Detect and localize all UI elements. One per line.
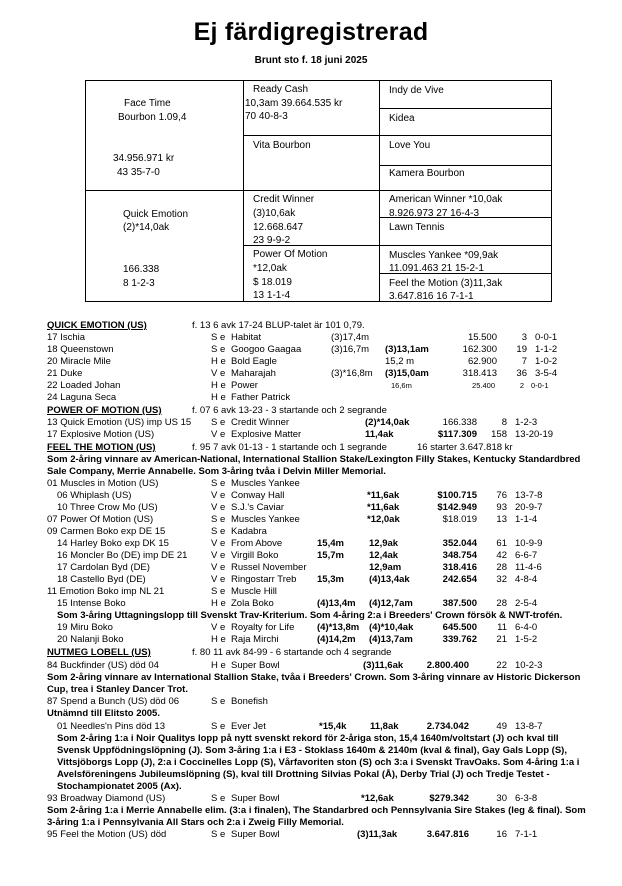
placings: 0-0-1 <box>531 381 549 390</box>
section-info: f. 13 6 avk 17-24 BLUP-talet är 101 0,79. <box>192 320 365 331</box>
sex: V e <box>211 368 226 379</box>
sex: V e <box>211 562 226 573</box>
sire: Super Bowl <box>231 829 280 840</box>
horse-name: 22 Loaded Johan <box>47 380 121 391</box>
section-header: FEEL THE MOTION (US) <box>47 442 156 453</box>
dam-name: Quick Emotion <box>123 209 189 220</box>
sire: Super Bowl <box>231 793 280 804</box>
record-2: (4)13,7am <box>369 634 413 645</box>
horse-name: 21 Duke <box>47 368 83 379</box>
earnings: $117.309 <box>437 429 477 440</box>
earnings: 166.338 <box>442 417 477 428</box>
section-info: f. 07 6 avk 13-23 - 3 startande och 2 segrande <box>192 405 387 416</box>
starts: 21 <box>496 634 507 645</box>
dam-dam-earnings: $ 18.019 <box>253 277 292 288</box>
sex: H e <box>211 356 226 367</box>
starts: 32 <box>496 574 507 585</box>
record-2: (3)13,1am <box>385 344 429 355</box>
sire: Bold Eagle <box>231 356 277 367</box>
dam-sire-earnings: 12.668.647 <box>253 222 304 233</box>
record-1: 15,3m <box>317 574 344 585</box>
placings: 6-6-7 <box>515 550 538 561</box>
placings: 6-4-0 <box>515 622 538 633</box>
broadway-note: Som 2-åring 1:a i Merrie Annabelle elim. (3:a i finalen), The Standarbred och Pennsylvania Sire Stakes (leg & final). Som 3-åring 1:a i Pennsylvania All Stars och 2:a i Zweig Filly Memorial. <box>47 805 586 828</box>
earnings: 2.734.042 <box>426 721 469 732</box>
sire-record: 43 35-7-0 <box>117 167 160 178</box>
sire: S.J.'s Caviar <box>231 502 285 513</box>
sire: Muscles Yankee <box>231 514 300 525</box>
sex: V e <box>211 490 226 501</box>
sire-sire-name: Ready Cash <box>253 84 309 95</box>
sex: S e <box>211 478 226 489</box>
dam-dam-name: Power Of Motion <box>253 249 328 260</box>
record-2: (4)*10,4ak <box>369 622 414 633</box>
sire: Kadabra <box>231 526 267 537</box>
earnings: 62.900 <box>467 356 497 367</box>
record-1: (3)*16,8m <box>331 368 373 379</box>
record-1: 15,7m <box>317 550 344 561</box>
sire: From Above <box>231 538 283 549</box>
sex: V e <box>211 502 226 513</box>
record-2: (3)15,0am <box>385 368 429 379</box>
placings: 1-5-2 <box>515 634 538 645</box>
record-2: *11,6ak <box>367 490 400 501</box>
horse-name: 84 Buckfinder (US) död 04 <box>47 660 159 671</box>
page-subtitle: Brunt sto f. 18 juni 2025 <box>254 55 368 66</box>
sex: S e <box>211 721 226 732</box>
record-2: 12,9ak <box>369 538 399 549</box>
starts: 36 <box>516 368 527 379</box>
sd-dam: Kamera Bourbon <box>389 168 465 179</box>
placings: 11-4-6 <box>515 562 542 573</box>
record-2: (2)*14,0ak <box>365 417 410 428</box>
horse-name: 17 Ischia <box>47 332 86 343</box>
horse-name: 15 Intense Boko <box>57 598 126 609</box>
sex: S e <box>211 793 226 804</box>
earnings: 318.416 <box>442 562 477 573</box>
placings: 1-2-3 <box>515 417 538 428</box>
horse-name: 95 Feel the Motion (US) död <box>47 829 167 840</box>
dam-sire-time: (3)10,6ak <box>253 208 296 219</box>
sex: S e <box>211 417 226 428</box>
placings: 7-1-1 <box>515 829 538 840</box>
sex: V e <box>211 550 226 561</box>
sex: S e <box>211 586 226 597</box>
sire: Royalty for Life <box>231 622 295 633</box>
starts: 42 <box>496 550 507 561</box>
section-info: f. 95 7 avk 01-13 - 1 startande och 1 segrande <box>192 442 387 453</box>
record-2: *12,0ak <box>367 514 400 525</box>
ds-sire-line: 8.926.973 27 16-4-3 <box>389 208 480 219</box>
horse-name: 18 Castello Byd (DE) <box>57 574 146 585</box>
earnings: 242.654 <box>442 574 477 585</box>
starts: 30 <box>496 793 507 804</box>
spend-note: Utnämnd till Elitsto 2005. <box>47 708 160 719</box>
placings: 20-9-7 <box>515 502 543 513</box>
dd-sire-name: Muscles Yankee *09,9ak <box>389 250 499 261</box>
sex: V e <box>211 622 226 633</box>
earnings: 25.400 <box>472 381 495 390</box>
record-2: (3)11,6ak <box>363 660 404 671</box>
sire-dam-name: Vita Bourbon <box>253 140 311 151</box>
earnings: 15.500 <box>467 332 497 343</box>
earnings: $18.019 <box>442 514 477 525</box>
horse-name: 20 Miracle Mile <box>47 356 111 367</box>
placings: 10-9-9 <box>515 538 543 549</box>
buckfinder-note: Som 2-åring vinnare av International Stallion Stake, tvåa i Breeders' Crown. Som 3-åring vinnare av Historic Dickerson Cup, trea i Stanley Dancer Trot. <box>47 672 581 695</box>
sire: Googoo Gaagaa <box>231 344 302 355</box>
sire-sire-line2: 70 40-8-3 <box>245 111 288 122</box>
sex: H e <box>211 634 226 645</box>
horse-name: 13 Quick Emotion (US) imp US 15 <box>47 417 192 428</box>
record-2: 11,4ak <box>365 429 394 440</box>
ss-dam: Kidea <box>389 113 415 124</box>
page-title: Ej färdigregistrerad <box>193 18 429 46</box>
sex: S e <box>211 829 226 840</box>
horse-name: 14 Harley Boko exp DK 15 <box>57 538 169 549</box>
horse-name: 87 Spend a Bunch (US) död 06 <box>47 696 180 707</box>
starts: 49 <box>496 721 507 732</box>
record-2: 12,9am <box>369 562 402 573</box>
sex: S e <box>211 332 226 343</box>
horse-name: 18 Queenstown <box>47 344 114 355</box>
earnings: 162.300 <box>462 344 497 355</box>
placings: 13-8-7 <box>515 721 543 732</box>
ss-sire: Indy de Vive <box>389 85 444 96</box>
record-2: (3)11,3ak <box>357 829 398 840</box>
earnings: 348.754 <box>442 550 477 561</box>
horse-name: 09 Carmen Boko exp DE 15 <box>47 526 166 537</box>
horse-name: 11 Emotion Boko imp NL 21 <box>47 586 165 597</box>
record-1: (4)*13,8m <box>317 622 360 633</box>
starts: 19 <box>516 344 527 355</box>
horse-name: 06 Whiplash (US) <box>57 490 132 501</box>
starts: 61 <box>496 538 507 549</box>
record-1: (3)17,4m <box>331 332 370 343</box>
placings: 13-7-8 <box>515 490 543 501</box>
earnings: $100.715 <box>437 490 477 501</box>
record-2: 15,2 m <box>385 356 415 367</box>
sire: Super Bowl <box>231 660 280 671</box>
feel-note: Som 2-åring vinnare av American-National, International Stallion Stake/Lexington Filly Stakes, Kentucky Standardbred Sale Company, Merrie Annabelle. Som 3-åring tvåa i Delvin Miller Memorial. <box>47 454 581 477</box>
horse-name: 20 Nalanji Boko <box>57 634 124 645</box>
sire-name: Face Time <box>124 98 171 109</box>
sd-sire: Love You <box>389 140 431 151</box>
record-1: *15,4k <box>319 721 347 732</box>
placings: 2-5-4 <box>515 598 538 609</box>
dam-sire-record: 23 9-9-2 <box>253 235 291 246</box>
sire-earnings: 34.956.971 kr <box>113 153 175 164</box>
horse-name: 16 Moncler Bo (DE) imp DE 21 <box>57 550 188 561</box>
sex: H e <box>211 598 226 609</box>
dd-dam-line: 3.647.816 16 7-1-1 <box>389 291 474 302</box>
earnings: 645.500 <box>442 622 477 633</box>
dam-dam-record: 13 1-1-4 <box>253 290 291 301</box>
starts: 16 <box>496 829 507 840</box>
sire: Credit Winner <box>231 417 290 428</box>
dd-dam-name: Feel the Motion (3)11,3ak <box>389 278 503 289</box>
sire: Power <box>231 380 258 391</box>
section-header: QUICK EMOTION (US) <box>47 320 147 331</box>
record-2: (4)12,7am <box>369 598 413 609</box>
intense-note: Som 3-åring Uttagningslopp till Svenskt Trav-Kriterium. Som 4-åring 2:a i Breeders' Crown försök & NWT-trofén. <box>57 610 563 621</box>
horse-name: 93 Broadway Diamond (US) <box>47 793 166 804</box>
needles-note: Som 2-åring 1:a i Noir Qualitys lopp på nytt svenskt rekord för 2-åriga ston, 15,4 1640m/voltstart (J) och kval till Svensk Uppfödningslöpning (J). Som 3-åring 1:a i E3 - Stoklass 1640m & 2140m (kval & final), Gay Gals Lopp (S), Vittsjöborgs Lopp (J), 2:a i Coccinelles Lopp (S), Vårfavoriten ston (S) och 3:a i Svenskt TravOaks. Som 4-åring 1:a i Avelsföreningens Jubileumslöpning (S), kval till Drottning Silvias Pokal (Å), Derby Trial (J) och Tredje Testet - Stochampionatet 2005 (Ax). <box>57 733 580 792</box>
earnings: $142.949 <box>437 502 477 513</box>
sire: Raja Mirchi <box>231 634 279 645</box>
record-1: 15,4m <box>317 538 344 549</box>
section-header: POWER OF MOTION (US) <box>47 405 162 416</box>
sex: S e <box>211 344 226 355</box>
starts: 11 <box>497 622 507 633</box>
sire: Ever Jet <box>231 721 266 732</box>
section-header: NUTMEG LOBELL (US) <box>47 647 151 658</box>
earnings: 352.044 <box>442 538 477 549</box>
horse-name: 10 Three Crow Mo (US) <box>57 502 158 513</box>
sex: H e <box>211 380 226 391</box>
dam-dam-time: *12,0ak <box>253 263 287 274</box>
starts: 158 <box>491 429 507 440</box>
record-1: (3)16,7m <box>331 344 370 355</box>
sire: Russel November <box>231 562 307 573</box>
sire: Virgill Boko <box>231 550 279 561</box>
record-2: (4)13,4ak <box>369 574 410 585</box>
placings: 1-0-2 <box>535 356 558 367</box>
sex: V e <box>211 574 226 585</box>
sire: Muscle Hill <box>231 586 277 597</box>
horse-name: 17 Cardolan Byd (DE) <box>57 562 150 573</box>
horse-name: 01 Muscles in Motion (US) <box>47 478 159 489</box>
section-info: f. 80 11 avk 84-99 - 6 startande och 4 segrande <box>192 647 392 658</box>
dam-sire-name: Credit Winner <box>253 194 315 205</box>
earnings: 2.800.400 <box>426 660 469 671</box>
placings: 1-1-2 <box>535 344 558 355</box>
starts: 13 <box>496 514 507 525</box>
starts: 76 <box>496 490 507 501</box>
placings: 4-8-4 <box>515 574 538 585</box>
dam-earnings: 166.338 <box>123 264 160 275</box>
earnings: 339.762 <box>442 634 477 645</box>
sex: H e <box>211 392 226 403</box>
placings: 1-1-4 <box>515 514 538 525</box>
sire-sire-line1: 10,3am 39.664.535 kr <box>245 98 343 109</box>
sire: Maharajah <box>231 368 276 379</box>
record-2: *11,6ak <box>367 502 400 513</box>
horse-name: 24 Laguna Seca <box>47 392 117 403</box>
sex: V e <box>211 429 226 440</box>
record-2: 11,8ak <box>370 721 399 732</box>
record-2: *12,6ak <box>361 793 394 804</box>
record-2: 12,4ak <box>369 550 399 561</box>
sire-name-cont: Bourbon 1.09,4 <box>118 112 187 123</box>
sire: Habitat <box>231 332 262 343</box>
sire: Muscles Yankee <box>231 478 300 489</box>
placings: 6-3-8 <box>515 793 538 804</box>
record-1: (4)14,2m <box>317 634 356 645</box>
horse-name: 07 Power Of Motion (US) <box>47 514 154 525</box>
starts: 8 <box>501 417 507 428</box>
sire: Father Patrick <box>231 392 291 403</box>
placings: 10-2-3 <box>515 660 543 671</box>
sire: Explosive Matter <box>231 429 302 440</box>
starts: 3 <box>521 332 527 343</box>
pedigree-table <box>85 80 552 302</box>
sire: Conway Hall <box>231 490 285 501</box>
starts: 2 <box>519 381 524 390</box>
sex: V e <box>211 538 226 549</box>
starts: 28 <box>496 598 507 609</box>
placings: 0-0-1 <box>535 332 558 343</box>
earnings: $279.342 <box>429 793 469 804</box>
sire: Bonefish <box>231 696 268 707</box>
dd-sire-line: 11.091.463 21 15-2-1 <box>389 263 484 274</box>
horse-name: 01 Needles'n Pins död 13 <box>57 721 165 732</box>
ds-sire-name: American Winner *10,0ak <box>389 194 503 205</box>
sex: S e <box>211 514 226 525</box>
dam-time: (2)*14,0ak <box>123 222 170 233</box>
earnings: 3.647.816 <box>426 829 469 840</box>
sex: H e <box>211 660 226 671</box>
sex: S e <box>211 696 226 707</box>
starts: 7 <box>521 356 527 367</box>
sire: Ringostarr Treb <box>231 574 297 585</box>
earnings: 318.413 <box>462 368 497 379</box>
horse-name: 17 Explosive Motion (US) <box>47 429 155 440</box>
dam-record: 8 1-2-3 <box>123 278 155 289</box>
earnings: 387.500 <box>442 598 477 609</box>
starts: 28 <box>496 562 507 573</box>
placings: 3-5-4 <box>535 368 558 379</box>
record-1: (4)13,4m <box>317 598 356 609</box>
section-info-2: 16 starter 3.647.818 kr <box>417 442 513 453</box>
placings: 13-20-19 <box>515 429 554 440</box>
record-2: 16,6m <box>391 381 412 390</box>
horse-name: 19 Miru Boko <box>57 622 113 633</box>
sex: S e <box>211 526 226 537</box>
starts: 22 <box>496 660 507 671</box>
ds-dam: Lawn Tennis <box>389 222 445 233</box>
starts: 93 <box>496 502 507 513</box>
sire: Zola Boko <box>231 598 274 609</box>
